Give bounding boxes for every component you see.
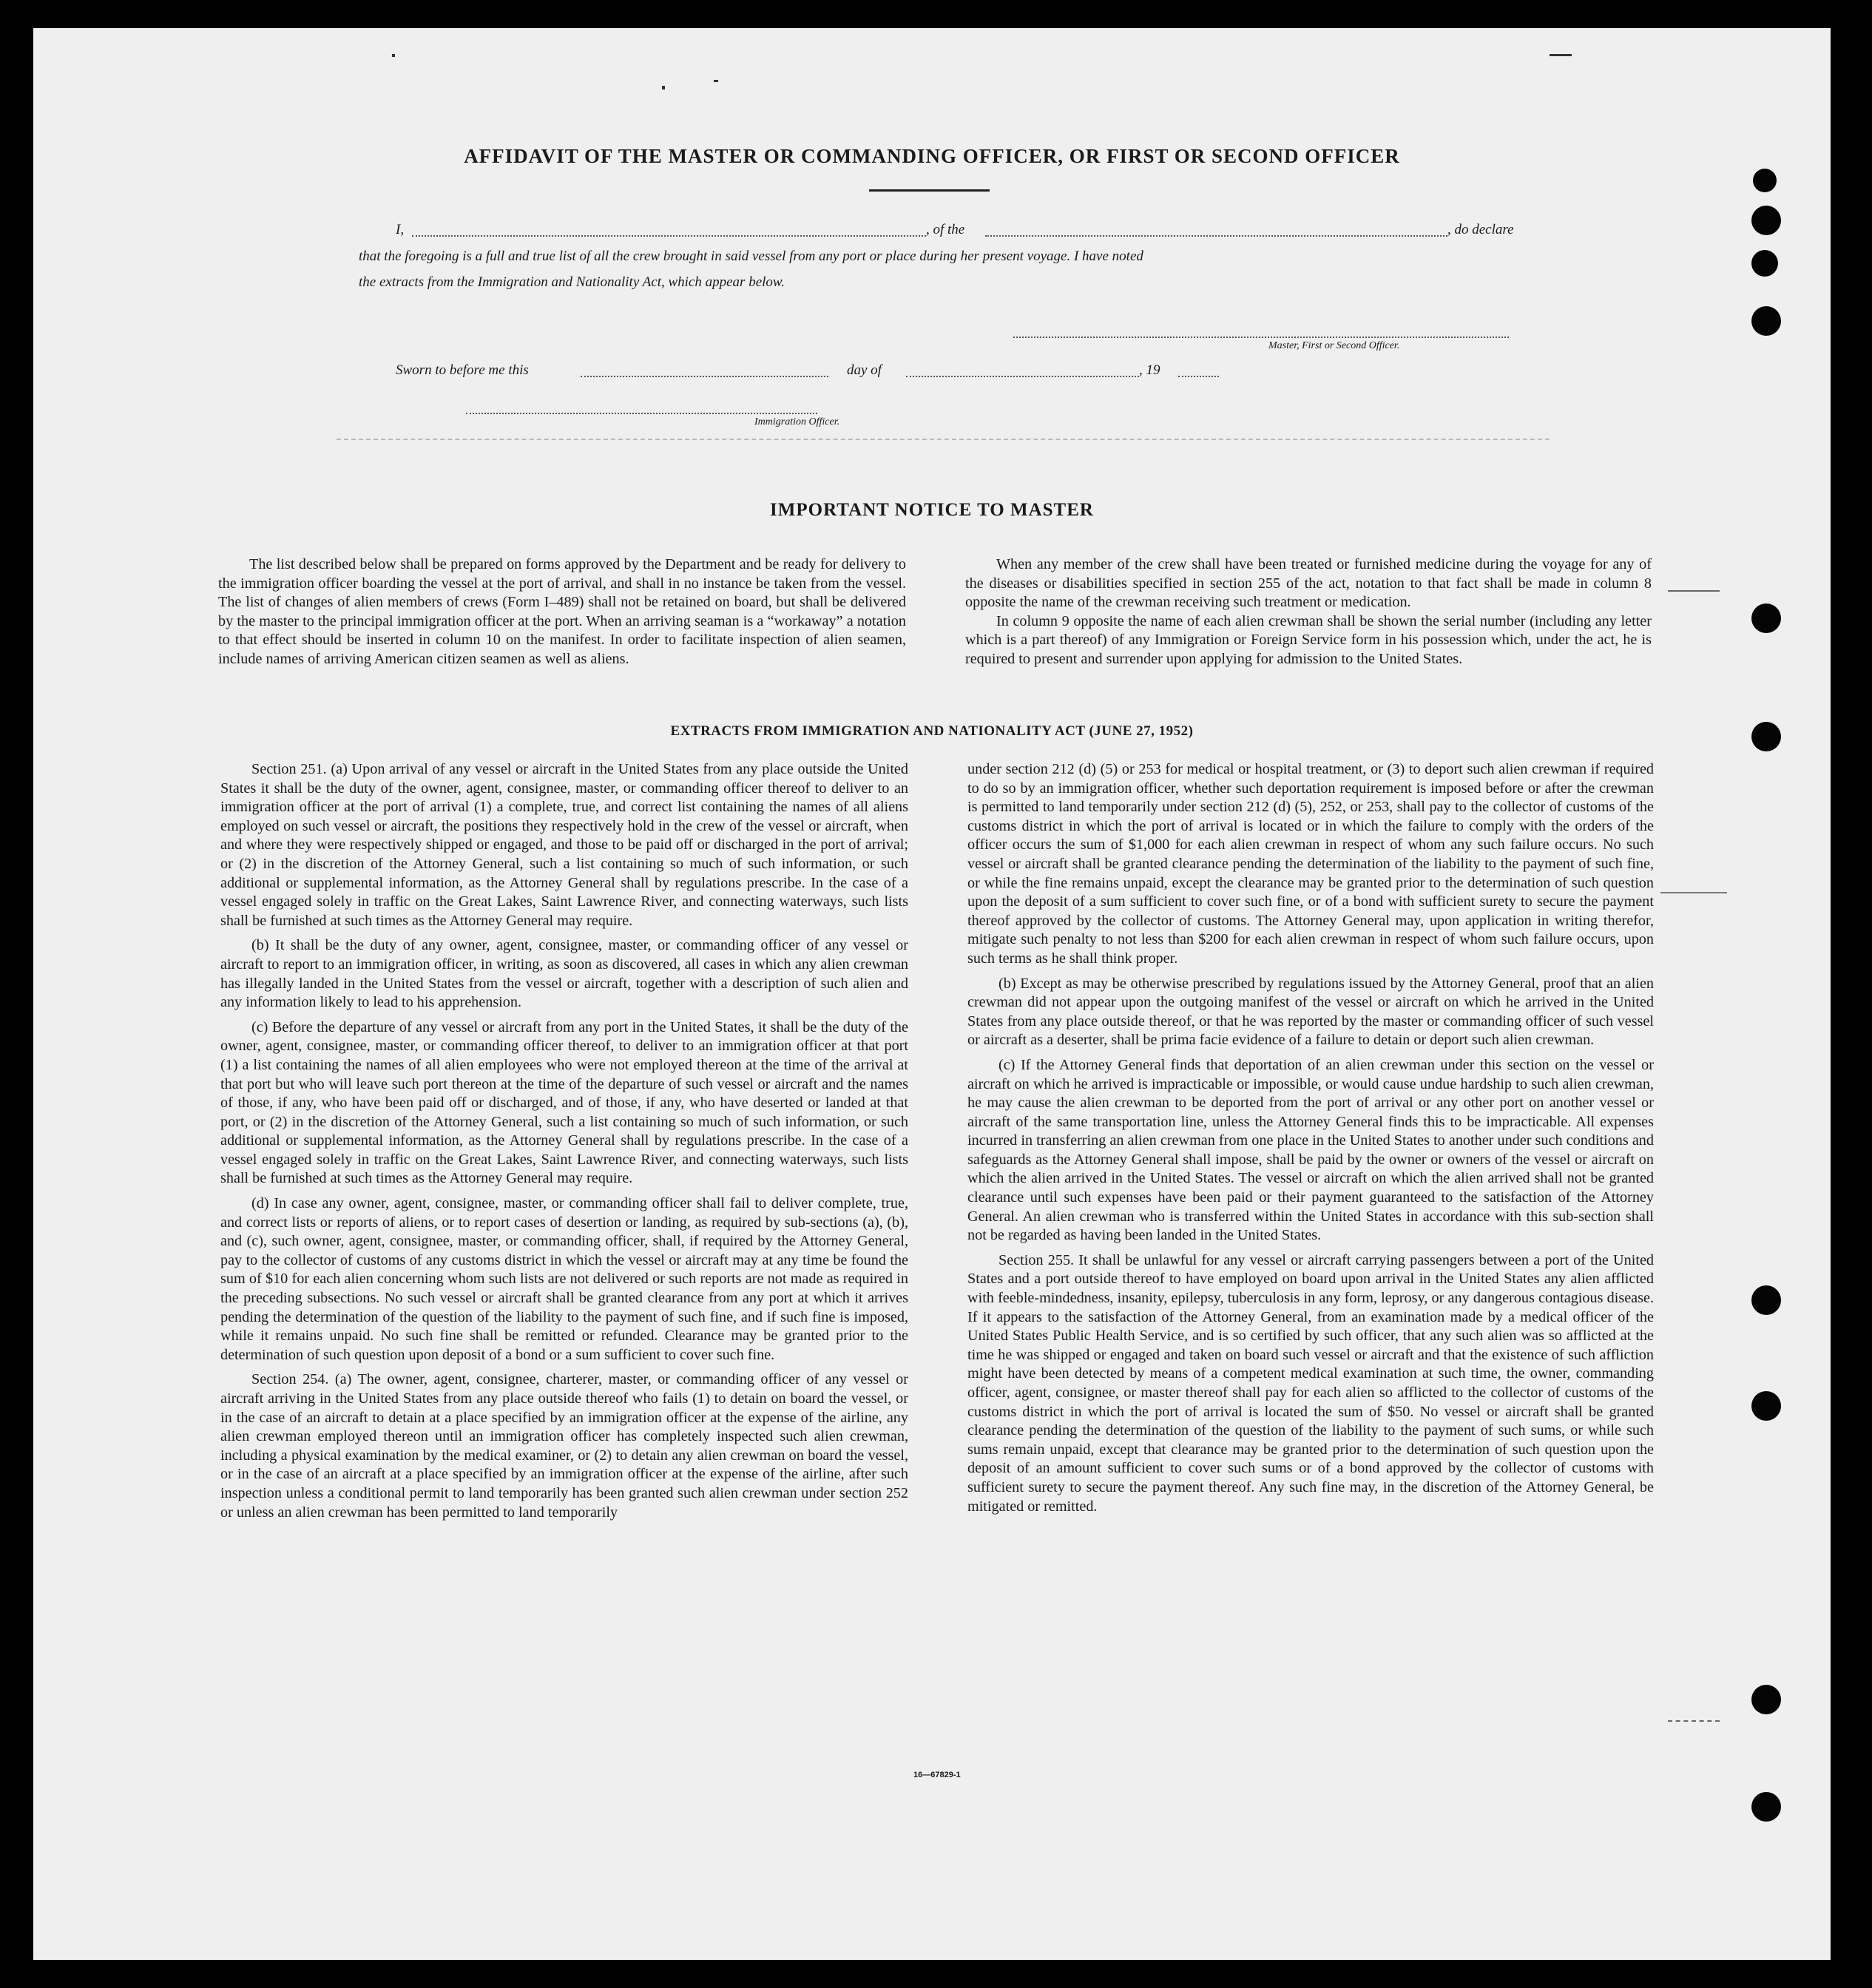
scan-speck [392,54,395,57]
year-blank[interactable] [1178,376,1219,377]
section-251c: (c) Before the departure of any vessel or aircraft from any port in the United States, it shall be the duty of the owner, agent, consignee, master, or commanding officer thereof, to deliver to an immigration officer at that port (1) a list containing the names of all alien employees who were not employed thereon at the time of the arrival at that port but who will leave such port thereon at the time of the departure of such vessel or aircraft and the names of those, if any, who have been paid off or discharged, and of those, if any, who have deserted or landed at that port, or (2) in the discretion of the Attorney General, such a list containing so much of such information, or such additional or supplemental information, as the Attorney General shall by regulations prescribe. In the case of a vessel engaged solely in traffic on the Great Lakes, Saint Lawrence River, and connecting waterways, such lists shall be furnished at such times as the Attorney General may require. [220,1018,908,1187]
document-page [33,28,1831,1960]
master-signature-line[interactable] [1013,337,1509,338]
binder-hole [1753,169,1777,192]
section-254c: (c) If the Attorney General finds that deportation of an alien crewman under this section on the vessel or aircraft on which he arrived is impracticable or impossible, or would cause undue hardship to such alien crewman, he may cause the alien crewman to be deported from the port of arrival or any other port on another vessel or aircraft of the same transportation line, unless the Attorney General finds this to be impracticable. All expenses incurred in transferring an alien crewman from one place in the United States to another under such conditions and safeguards as the Attorney General shall impose, shall be paid by the owner or owners of the vessel or aircraft on which the alien arrived in the United States. The vessel or aircraft on which the alien arrived shall not be granted clearance until such expenses have been paid or their payment guaranteed to the satisfaction of the Attorney General. An alien crewman who is transferred within the United States in accordance with this sub-section shall not be regarded as having been landed in the United States. [967,1056,1654,1244]
day-of-label: day of [847,362,882,378]
year-prefix: , 19 [1139,362,1160,378]
sworn-label: Sworn to before me this [396,362,529,378]
binder-hole [1751,1792,1781,1822]
binder-hole [1751,604,1781,633]
binder-hole [1751,722,1781,751]
binder-hole [1751,1285,1781,1315]
sworn-day-blank[interactable] [581,376,828,377]
margin-mark [1668,590,1720,592]
scan-speck [662,86,665,89]
affidavit-do-declare: , do declare [1447,222,1514,237]
notice-right-text-1: When any member of the crew shall have been treated or furnished medicine during the voyage for any of the diseases or disabilities specified in section 255 of the act, notation to that fact shall be made in column 8 opposite the name of the crewman receiving such treatment or medication. [965,556,1652,611]
affidavit-line3: the extracts from the Immigration and Nationality Act, which appear below. [359,274,785,290]
name-blank[interactable] [412,235,926,237]
officer-signature-label: Immigration Officer. [754,416,840,427]
notice-right-text-2: In column 9 opposite the name of each alien crewman shall be shown the serial number (including any letter which is a part thereof) of any Immigration or Foreign Service form in his possession which, under the act, he is required to present and surrender upon applying for admission to the United States. [965,612,1652,667]
title-rule [869,189,990,192]
binder-hole [1751,206,1781,235]
binder-hole [1751,306,1781,336]
vessel-blank[interactable] [985,235,1447,237]
section-254a-cont: under section 212 (d) (5) or 253 for medical or hospital treatment, or (3) to deport such alien crewman if required to do so by an immigration officer, whether such deportation requirement is imposed before or after the crewman is permitted to land temporarily under section 212 (d) (5), 252, or 253, shall pay to the collector of customs of the customs district in which the port of arrival is located or in which the failure to comply with the orders of the officer occurs the sum of $1,000 for each alien crewman in respect of whom any such failure occurs. No such vessel or aircraft shall be granted clearance pending the determination of the liability to the payment of such fine, or while the fine remains unpaid, except the clearance may be granted prior to the determination of such question upon the deposit of a sum sufficient to cover such fine, or of a bond with sufficient surety to secure the payment thereof approved by the collector of customs. The Attorney General may, upon application in writing therefor, mitigate such penalty to not less than $200 for each alien crewman in respect of whom such failure occurs, upon such terms as he shall think proper. [967,761,1654,967]
extracts-title: EXTRACTS FROM IMMIGRATION AND NATIONALITY ACT (JUNE 27, 1952) [670,723,1194,739]
margin-mark [1660,892,1727,893]
section-251b: (b) It shall be the duty of any owner, agent, consignee, master, or commanding officer of any vessel or aircraft to report to an immigration officer, in writing, as soon as discovered, all cases in which any alien crewman has illegally landed in the United States from the vessel or aircraft, together with a description of such alien and any information likely to lead to his apprehension. [220,937,908,1011]
scan-speck [1550,54,1572,56]
binder-hole [1751,250,1778,277]
extracts-left-column [220,760,908,1522]
scan-speck [714,80,718,82]
sworn-month-blank[interactable] [906,376,1139,377]
scan-strip [337,439,1550,440]
affidavit-title: AFFIDAVIT OF THE MASTER OR COMMANDING OFFICER, OR FIRST OR SECOND OFFICER [464,145,1400,167]
notice-right-column [965,555,1652,669]
section-254a: Section 254. (a) The owner, agent, consignee, charterer, master, or commanding officer of any vessel or aircraft arriving in the United States from any place outside thereof who fails (1) to detain on board the vessel, or in the case of an aircraft to detain at a place specified by an immigration officer at the expense of the airline, any alien crewman employed thereon until an immigration officer has completely inspected such alien crewman, including a physical examination by the medical examiner, or (2) to detain any alien crewman on board the vessel, or in the case of an aircraft at a place specified by an immigration officer at the expense of the airline, after such inspection unless a conditional permit to land temporarily has been granted such alien crewman under section 252 or unless an alien crewman has been permitted to land temporarily [220,1371,908,1521]
affidavit-of-the-label: , of the [926,222,965,237]
margin-mark [1668,1720,1720,1722]
affidavit-line2: that the foregoing is a full and true list of all the crew brought in said vessel from any port or place during her present voyage. I have noted [359,248,1143,264]
binder-hole [1751,1391,1781,1421]
notice-left-text: The list described below shall be prepared on forms approved by the Department and be ready for delivery to the immigration officer boarding the vessel at the port of arrival, and shall in no instance be taken from the vessel. The list of changes of alien members of crews (Form I–489) shall not be retained on board, but shall be delivered by the master to the principal immigration officer at the port. When an arriving seaman is a “workaway” a notation to that effect should be inserted in column 10 on the manifest. In order to facilitate inspection of alien seamen, include names of arriving American citizen seamen as well as aliens. [218,556,906,667]
affidavit-i-label: I, [396,222,405,237]
section-251a: Section 251. (a) Upon arrival of any vessel or aircraft in the United States from any place outside the United States it shall be the duty of the owner, agent, consignee, master, or commanding officer thereof to deliver to an immigration officer at the port of arrival (1) a complete, true, and correct list containing the names of all aliens employed on such vessel or aircraft, the positions they respectively hold in the crew of the vessel or aircraft, when and where they were respectively shipped or engaged, and those to be paid off or discharged in the port of arrival; or (2) in the discretion of the Attorney General, such a list containing so much of such information, or such additional or supplemental information, as the Attorney General shall by regulations prescribe. In the case of a vessel engaged solely in traffic on the Great Lakes, Saint Lawrence River, and connecting waterways, such lists shall be furnished at such times as the Attorney General may require. [220,761,908,929]
officer-signature-line[interactable] [466,413,817,414]
master-signature-label: Master, First or Second Officer. [1268,340,1400,351]
binder-hole [1751,1685,1781,1714]
section-254b: (b) Except as may be otherwise prescribed by regulations issued by the Attorney General, proof that an alien crewman did not appear upon the outgoing manifest of the vessel or aircraft on which he arrived in the United States from any place outside thereof, or that he was reported by the master or commanding officer of such vessel or aircraft as a deserter, shall be prima facie evidence of a failure to detain or deport such alien crewman. [967,975,1654,1049]
section-251d: (d) In case any owner, agent, consignee, master, or commanding officer shall fail to deliver complete, true, and correct lists or reports of aliens, or to report cases of desertion or landing, as required by sub-sections (a), (b), and (c), such owner, agent, consignee, master, or commanding officer, shall, if required by the Attorney General, pay to the collector of customs of any customs district in which the vessel or aircraft may at any time be found the sum of $10 for each alien concerning whom such lists are not delivered or such reports are not made as required in the preceding subsections. No such vessel or aircraft shall be granted clearance from any port at which it arrives pending the determination of the question of the liability to the payment of such fine, and if such fine is imposed, while it remains unpaid. No such fine shall be remitted or refunded. Clearance may be granted prior to the determination of such question upon deposit of a bond or a sum sufficient to cover such fine. [220,1195,908,1363]
extracts-right-column [967,760,1654,1516]
notice-title: IMPORTANT NOTICE TO MASTER [770,500,1094,520]
notice-left-column [218,555,906,669]
section-255: Section 255. It shall be unlawful for any vessel or aircraft carrying passengers between a port of the United States and a port outside thereof to have employed on board upon arrival in the United States any alien afflicted with feeble-mindedness, insanity, epilepsy, tuberculosis in any form, leprosy, or any dangerous contagious disease. If it appears to the satisfaction of the Attorney General, from an examination made by a medical officer of the United States Public Health Service, and is so certified by such officer, that any such alien was so afflicted at the time he was shipped or engaged and taken on board such vessel or aircraft and that the existence of such affliction might have been detected by means of a competent medical examination at such time, the owner, commanding officer, agent, consignee, or master thereof shall pay for each alien so afflicted to the collector of customs of the customs district in which the port of arrival is located the sum of $50. No vessel or aircraft shall be granted clearance pending the determination of the question of the liability to the payment of such sums, or while such sums remain unpaid, except that clearance may be granted prior to the determination of such question upon the deposit of an amount sufficient to cover such sums or of a bond approved by the collector of customs with sufficient surety to secure the payment thereof. Any such fine may, in the discretion of the Attorney General, be mitigated or remitted. [967,1251,1654,1515]
form-number: 16—67829-1 [913,1771,961,1779]
